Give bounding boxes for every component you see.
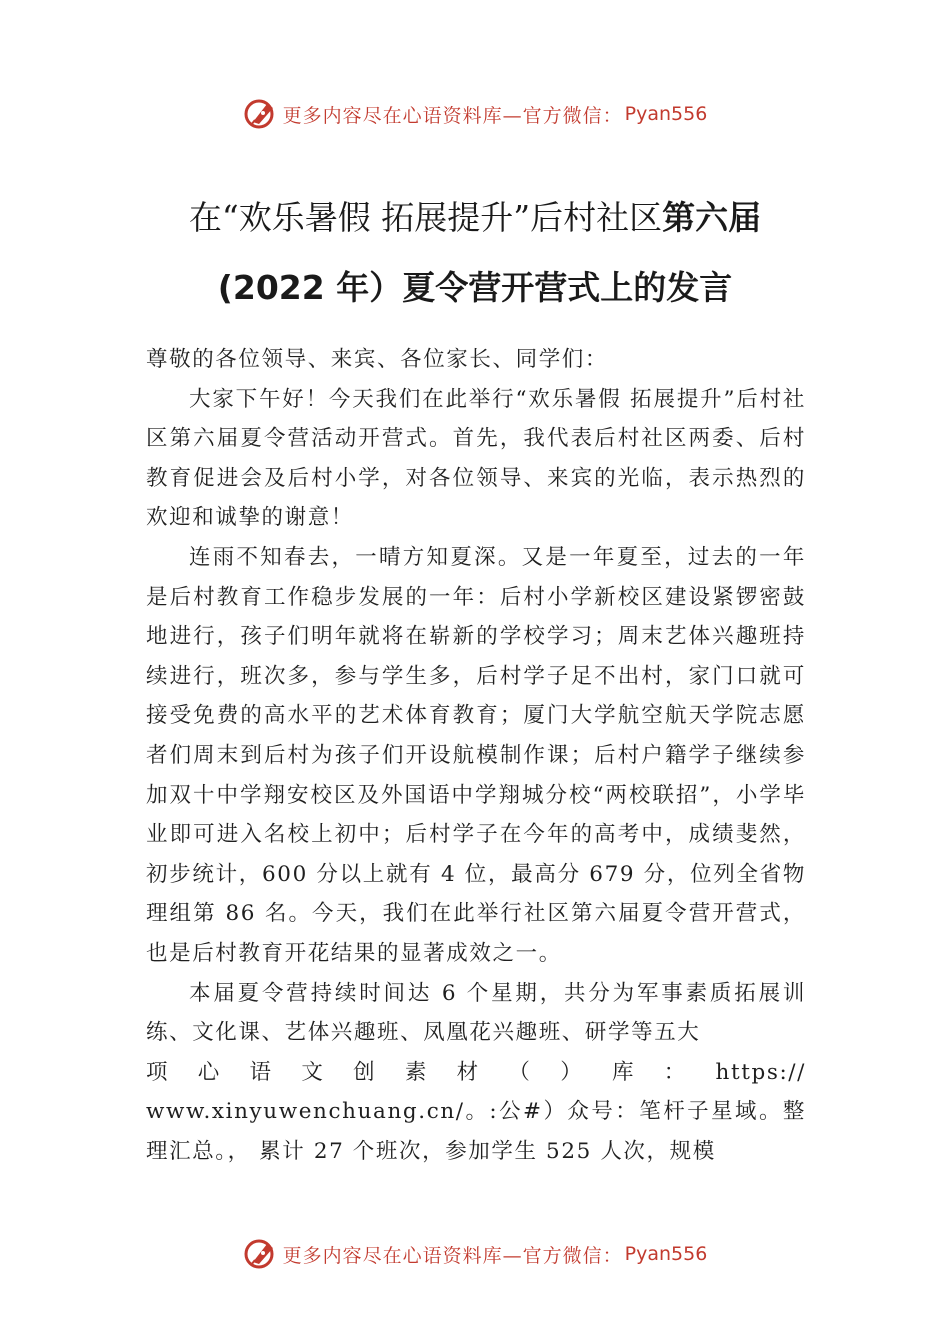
paragraph-1: 大家下午好！今天我们在此举行“欢乐暑假 拓展提升”后村社区第六届夏令营活动开营式。首先，我代表后村社区两委、后村教育促进会及后村小学，对各位领导、来宾的光临，表示热烈的欢迎和诚挚的谢意！ bbox=[146, 386, 806, 531]
title-bold-part: 第六届 bbox=[662, 198, 762, 237]
speech-body bbox=[146, 340, 806, 1171]
salutation: 尊敬的各位领导、来宾、各位家长、同学们： bbox=[146, 347, 609, 372]
document-title-line-2: (2022 年）夏令营开营式上的发言 bbox=[217, 268, 733, 307]
title-normal-part: 在“欢乐暑假 拓展提升”后村社区 bbox=[188, 198, 663, 237]
paragraph-3-line-b: 项 心 语 文 创 素 材 （ ） 库 ： https:// bbox=[146, 1059, 806, 1085]
header-watermark-banner bbox=[0, 94, 950, 134]
paragraph-3-line-c: www.xinyuwenchuang.cn/。:公#）众号：笔杆子星域。整理汇总。， 累计 27 个班次，参加学生 525 人次，规模 bbox=[146, 1099, 806, 1164]
banner-wechat-handle: Pyan556 bbox=[624, 1243, 708, 1265]
banner-wechat-handle: Pyan556 bbox=[624, 103, 708, 125]
banner-text: 更多内容尽在心语资料库—官方微信： bbox=[282, 1244, 623, 1267]
pen-nib-seal-logo bbox=[243, 96, 279, 132]
banner-text: 更多内容尽在心语资料库—官方微信： bbox=[282, 104, 623, 127]
document-title-line-1 bbox=[0, 198, 950, 238]
paragraph-2: 连雨不知春去，一晴方知夏深。又是一年夏至，过去的一年是后村教育工作稳步发展的一年：后村小学新校区建设紧锣密鼓地进行，孩子们明年就将在崭新的学校学习；周末艺体兴趣班持续进行，班次多，参与学生多，后村学子足不出村，家门口就可接受免费的高水平的艺术体育教育；厦门大学航空航天学院志愿者们周末到后村为孩子们开设航模制作课；后村户籍学子继续参加双十中学翔安校区及外国语中学翔城分校“两校联招”，小学毕业即可进入名校上初中；后村学子在今年的高考中，成绩斐然，初步统计，600 分以上就有 4 位，最高分 679 分，位列全省物理组第 86 名。今天，我们在此举行社区第六届夏令营开营式，也是后村教育开花结果的显著成效之一。 bbox=[146, 544, 806, 966]
pen-nib-seal-logo bbox=[243, 1236, 279, 1272]
paragraph-3-line-a: 本届夏令营持续时间达 6 个星期，共分为军事素质拓展训练、文化课、艺体兴趣班、凤凰花兴趣班、研学等五大 bbox=[146, 980, 806, 1046]
footer-watermark-banner bbox=[0, 1234, 950, 1274]
